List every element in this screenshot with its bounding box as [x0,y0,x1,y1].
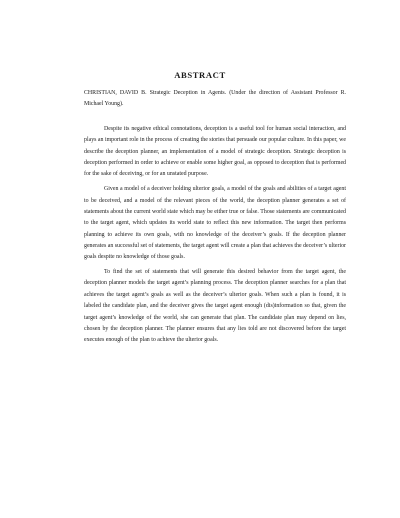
abstract-paragraph-2: Given a model of a deceiver holding ulterior goals, a model of the goals and abilities of a target agent to be deceived, and a model of the relevant pieces of the world, the deception planner generates a set of statements about the current world state which may be either true or false. Those statements are communicated to the target agent, which updates its world state to reflect this new information. The target then performs planning to achieve its own goals, with no knowledge of the deceiver’s goals. If the deception planner generates an successful set of statements, the target agent will create a plan that achieves the deceiver’s ulterior goals despite no knowledge of those goals. [84,186,346,261]
abstract-body [84,124,346,350]
abstract-heading: ABSTRACT [174,70,226,80]
thesis-citation: CHRISTIAN, DAVID B. Strategic Deception in Agents. (Under the direction of Assistant Professor R. Michael Young). [84,90,346,108]
abstract-paragraph-3: To find the set of statements that will generate this desired behavior from the target agent, the deception planner models the target agent’s planning process. The deception planner searches for a plan that achieves the target agent’s goals as well as the deceiver’s ulterior goals. When such a plan is found, it is labeled the candidate plan, and the deceiver gives the target agent enough (dis)information so that, given the target agent’s knowledge of the world, she can generate that plan. The candidate plan may depend on lies, chosen by the deception planner. The planner ensures that any lies told are not discovered before the target executes enough of the plan to achieve the ulterior goals. [84,269,346,344]
abstract-paragraph-1: Despite its negative ethical connotations, deception is a useful tool for human social interaction, and plays an important role in the process of creating the stories that persuade our popular culture. In this paper, we describe the deception planner, an implementation of a model of strategic deception. Strategic deception is deception performed in order to achieve or enable some higher goal, as opposed to deception that is performed for the sake of deceiving, or for an unstated purpose. [84,126,346,178]
